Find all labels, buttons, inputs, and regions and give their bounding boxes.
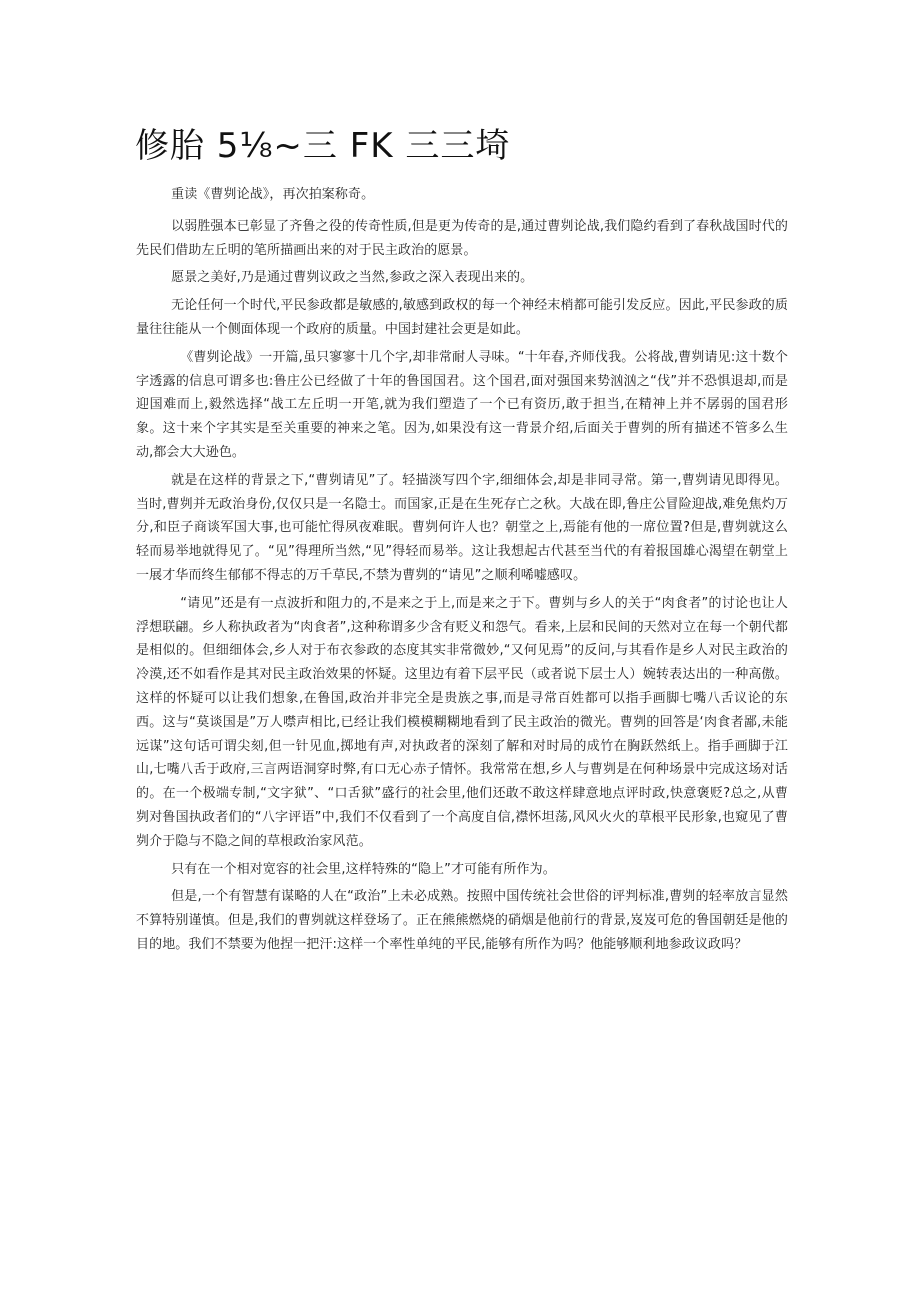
document-body [136,183,788,961]
paragraph: 重读《曹刿论战》，再次拍案称奇。 [171,187,375,202]
paragraph: 但是,一个有智慧有谋略的人在“政治”上未必成熟。按照中国传统社会世俗的评判标准,曹刿的轻率放言显然不算特别谨慎。但是,我们的曹刿就这样登场了。正在熊熊燃烧的硝烟是他前行的背景,岌岌可危的鲁国朝廷是他的目的地。我们不禁要为他捏一把汗:这样一个率性单纯的平民,能够有所作为吗？他能够顺利地参政议政吗？ [136,889,788,952]
paragraph: “请见”还是有一点波折和阻力的,不是来之于上,而是来之于下。曹刿与乡人的关于“肉食者”的讨论也让人浮想联翩。乡人称执政者为“肉食者”,这种称谓多少含有贬义和怨气。看来,上层和民间的天然对立在每一个朝代都是相似的。但细细体会,乡人对于布衣参政的态度其实非常微妙,“又何见焉”的反问,与其看作是乡人对民主政治的冷漠,还不如看作是其对民主政治效果的怀疑。这里边有着下层平民（或者说下层士人）婉转表达出的一种高傲。这样的怀疑可以让我们想象,在鲁国,政治并非完全是贵族之事,而是寻常百姓都可以指手画脚七嘴八舌议论的东西。这与“莫谈国是”万人噤声相比,已经让我们模模糊糊地看到了民主政治的微光。曹刿的回答是‘肉食者鄙,未能远谋”这句话可谓尖刻,但一针见血,掷地有声,对执政者的深刻了解和对时局的成竹在胸跃然纸上。指手画脚于江山,七嘴八舌于政府,三言两语洞穿时弊,有口无心赤子情怀。我常常在想,乡人与曹刿是在何种场景中完成这场对话的。在一个极端专制,“文字狱”、“口舌狱”盛行的社会里,他们还敢不敢这样肆意地点评时政,快意褒贬?总之,从曹刿对鲁国执政者们的“八字评语”中,我们不仅看到了一个高度自信,襟怀坦荡,风风火火的草根平民形象,也窥见了曹刿介于隐与不隐之间的草根政治家风范。 [136,595,788,849]
paragraph: 只有在一个相对宽容的社会里,这样特殊的“隐上”才可能有所作为。 [171,861,556,877]
paragraph: 愿景之美好,乃是通过曹刿议政之当然,参政之深入表现出来的。 [171,270,534,286]
paragraph: 《曹刿论战》一开篇,虽只寥寥十几个字,却非常耐人寻味。“十年春,齐师伐我。公将战,曹刿请见:这十数个字透露的信息可谓多也:鲁庄公已经做了十年的鲁国国君。这个国君,面对强国来势汹汹之“伐”并不恐惧退却,而是迎国难而上,毅然选择“战工左丘明一开笔,就为我们塑造了一个已有资历,敢于担当,在精神上并不孱弱的国君形象。这十来个字其实是至关重要的神来之笔。因为,如果没有这一背景介绍,后面关于曹刿的所有描述不管多么生动,都会大大逊色。 [136,349,788,460]
document-title: 修胎 5⅛~三 FK 三三埼 [135,126,511,166]
paragraph: 以弱胜强本已彰显了齐鲁之役的传奇性质,但是更为传奇的是,通过曹刿论战,我们隐约看到了春秋战国时代的先民们借助左丘明的笔所描画出来的对于民主政治的愿景。 [136,218,788,258]
paragraph: 无论任何一个时代,平民参政都是敏感的,敏感到政权的每一个神经末梢都可能引发反应。因此,平民参政的质量往往能从一个侧面体现一个政府的质量。中国封建社会更是如此。 [136,298,788,337]
paragraph: 就是在这样的背景之下,“曹刿请见”了。轻描淡写四个字,细细体会,却是非同寻常。第一,曹刿请见即得见。当时,曹刿并无政治身份,仅仅只是一名隐士。而国家,正是在生死存亡之秋。大战在即,鲁庄公冒险迎战,难免焦灼万分,和臣子商谈军国大事,也可能忙得夙夜难眠。曹刿何许人也？朝堂之上,焉能有他的一席位置?但是,曹刿就这么轻而易举地就得见了。“见”得理所当然,“见”得轻而易举。这让我想起古代甚至当代的有着报国雄心渴望在朝堂上一展才华而终生郁郁不得志的万千草民,不禁为曹刿的“请见”之顺利唏嘘感叹。 [136,472,788,583]
